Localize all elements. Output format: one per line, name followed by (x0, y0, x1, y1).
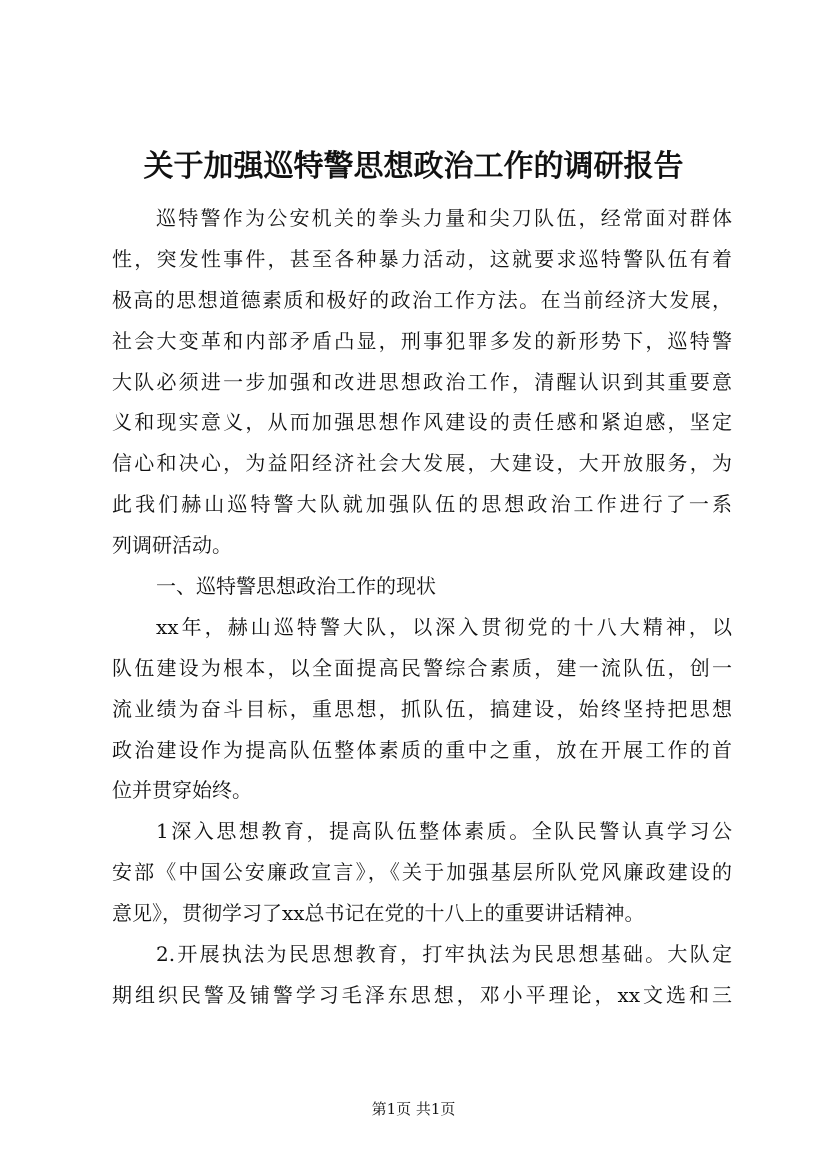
page-number-footer: 第1页 共1页 (371, 1100, 456, 1118)
paragraph-line: 期组织民警及铺警学习毛泽东思想，邓小平理论，xx文选和三 (112, 982, 732, 1007)
paragraph-line: 性，突发性事件，甚至各种暴力活动，这就要求巡特警队伍有着 (112, 246, 732, 271)
paragraph-line: 列调研活动。 (112, 533, 232, 558)
paragraph-line: 巡特警作为公安机关的拳头力量和尖刀队伍，经常面对群体 (156, 206, 732, 230)
paragraph-line: 位并贯穿始终。 (112, 778, 252, 803)
paragraph-line: 社会大变革和内部矛盾凸显，刑事犯罪多发的新形势下，巡特警 (112, 328, 732, 353)
document-title: 关于加强巡特警思想政治工作的调研报告 (143, 149, 684, 184)
paragraph-line: 队伍建设为根本，以全面提高民警综合素质，建一流队伍，创一 (112, 655, 732, 680)
paragraph-line: 安部《中国公安廉政宣言》，《关于加强基层所队党风廉政建设的 (112, 860, 732, 885)
paragraph-line: 此我们赫山巡特警大队就加强队伍的思想政治工作进行了一系 (112, 492, 732, 517)
paragraph-line: 流业绩为奋斗目标，重思想，抓队伍，搞建设，始终坚持把思想 (112, 696, 732, 721)
paragraph-line: 1深入思想教育，提高队伍整体素质。全队民警认真学习公 (156, 819, 732, 844)
section-heading: 一、巡特警思想政治工作的现状 (156, 574, 436, 599)
paragraph-line: 信心和决心，为益阳经济社会大发展，大建设，大开放服务，为 (112, 451, 732, 476)
paragraph-line: xx年，赫山巡特警大队，以深入贯彻党的十八大精神，以 (156, 614, 732, 639)
document-body (112, 198, 732, 1016)
paragraph-line: 意见》，贯彻学习了xx总书记在党的十八上的重要讲话精神。 (112, 901, 645, 926)
paragraph-line: 2.开展执法为民思想教育，打牢执法为民思想基础。大队定 (156, 942, 732, 967)
paragraph-line: 大队必须进一步加强和改进思想政治工作，清醒认识到其重要意 (112, 369, 732, 394)
paragraph-line: 极高的思想道德素质和极好的政治工作方法。在当前经济大发展， (112, 287, 732, 312)
paragraph-line: 政治建设作为提高队伍整体素质的重中之重，放在开展工作的首 (112, 737, 732, 762)
paragraph-line: 义和现实意义，从而加强思想作风建设的责任感和紧迫感，坚定 (112, 410, 732, 435)
